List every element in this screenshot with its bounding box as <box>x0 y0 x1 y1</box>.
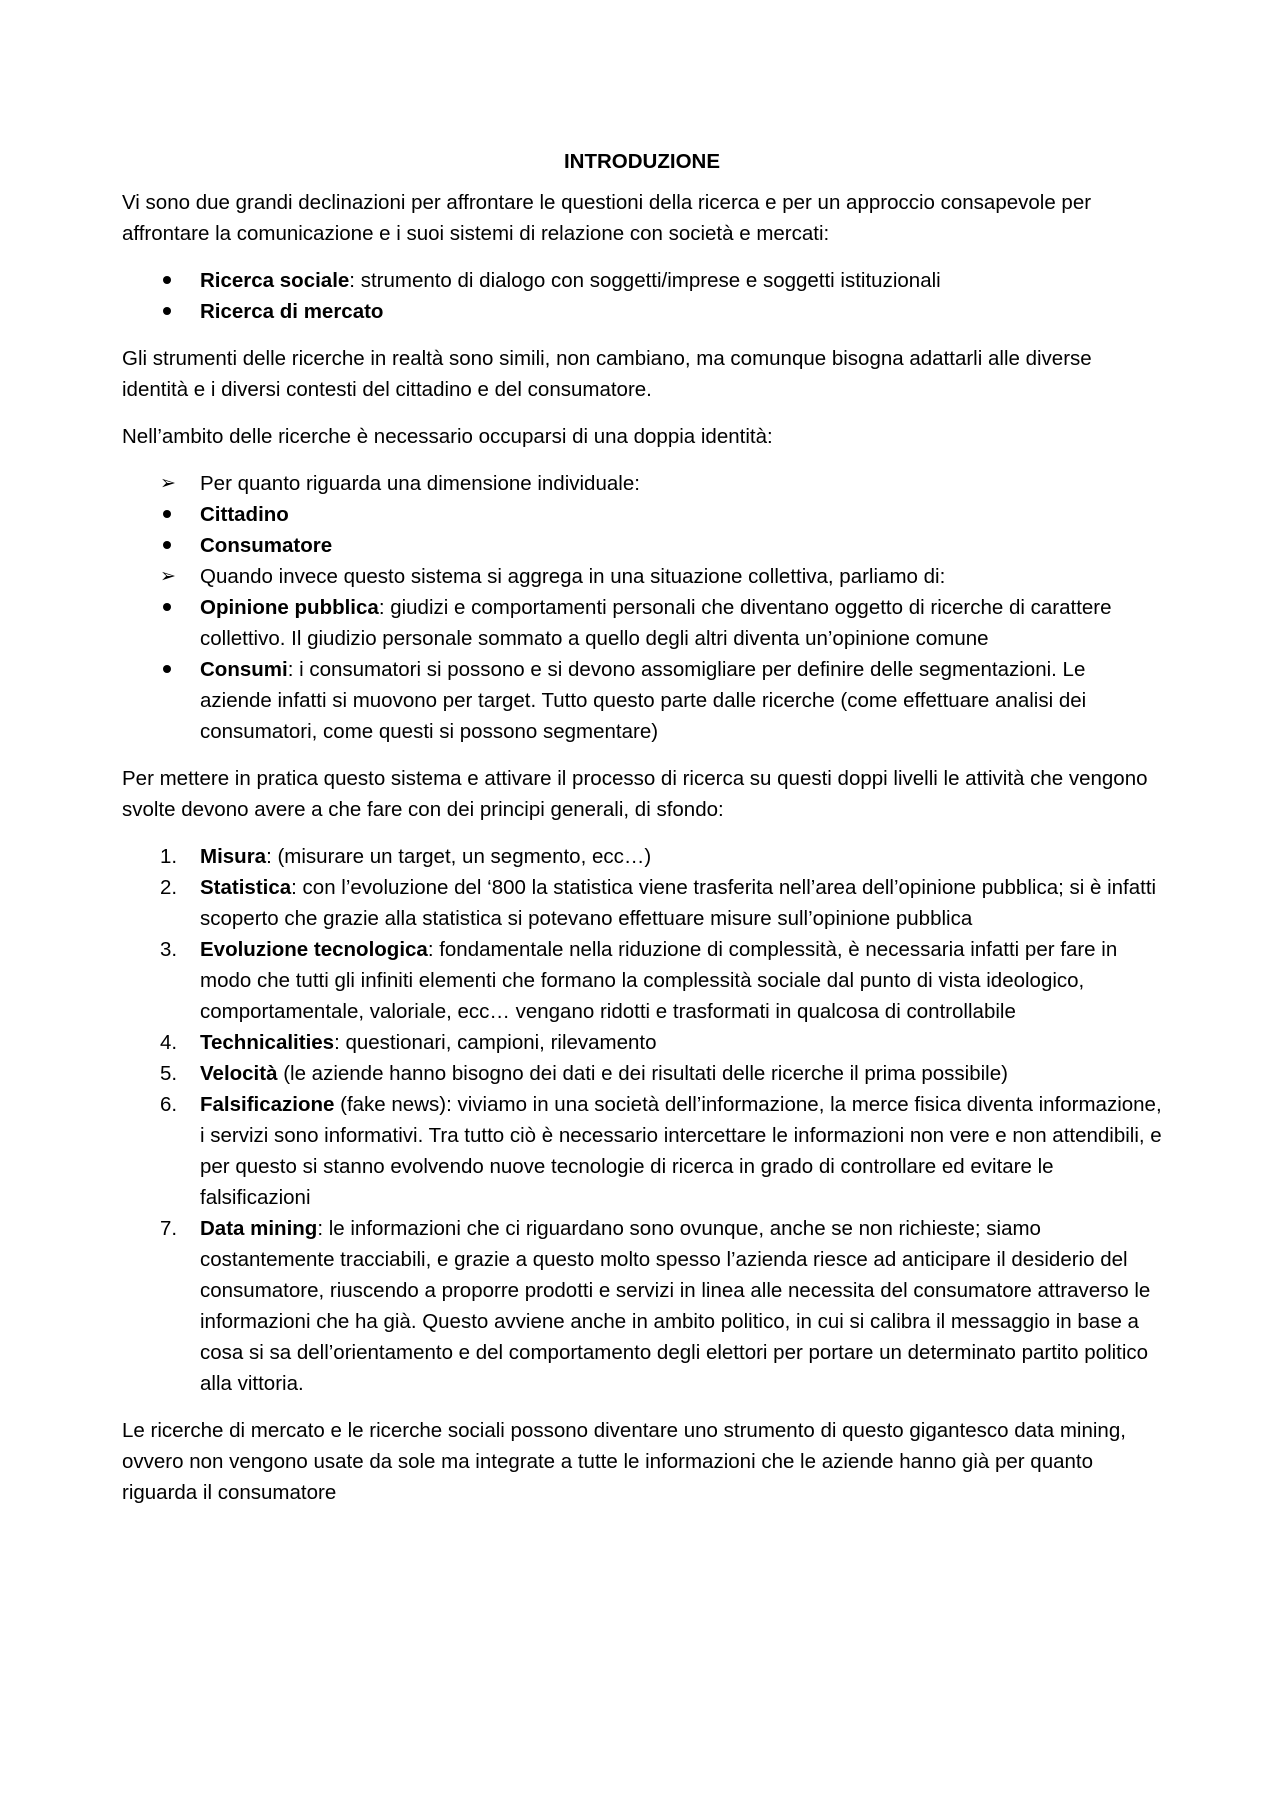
intro-paragraph: Vi sono due grandi declinazioni per affrontare le questioni della ricerca e per un approccio consapevole per affrontare la comunicazione e i suoi sistemi di relazione con società e mercati: <box>122 191 1092 245</box>
list-item-text: : fondamentale nella riduzione di complessità, è necessaria infatti per fare in modo che tutti gli infiniti elementi che formano la complessità sociale dal punto di vista ideologico, comportamentale, valoriale, ecc… vengano ridotti e trasformati in qualcosa di controllabile <box>200 938 1118 1023</box>
list-item-text: : le informazioni che ci riguardano sono ovunque, anche se non richieste; siamo costantemente tracciabili, e grazie a questo molto spesso l’azienda riesce ad anticipare il desiderio del consumatore, riuscendo a proporre prodotti e servizi in linea alle necessita del consumatore attraverso le informazioni che ha già. Questo avviene anche in ambito politico, in cui si calibra il messaggio in base a cosa si sa dell’orientamento e del comportamento degli elettori per portare un determinato partito politico alla vittoria. <box>200 1217 1151 1395</box>
list-item-text: : giudizi e comportamenti personali che diventano oggetto di ricerche di carattere collettivo. Il giudizio personale sommato a quello degli altri diventa un’opinione comune <box>200 596 1112 650</box>
list-item-term: Misura <box>200 845 267 868</box>
list-item <box>122 1089 1162 1213</box>
list-item <box>122 1027 1162 1058</box>
list-item-text: : questionari, campioni, rilevamento <box>334 1031 657 1054</box>
list-item-term: Falsificazione <box>200 1093 335 1116</box>
list-item <box>122 1058 1162 1089</box>
research-types-list <box>122 265 1162 327</box>
document-title: INTRODUZIONE <box>563 150 721 173</box>
list-item-text: (le aziende hanno bisogno dei dati e dei risultati delle ricerche il prima possibile) <box>277 1062 1008 1085</box>
identity-list <box>122 468 1162 747</box>
paragraph-tools: Gli strumenti delle ricerche in realtà sono simili, non cambiano, ma comunque bisogna adattarli alle diverse identità e i diversi contesti del cittadino e del consumatore. <box>122 347 1092 401</box>
list-item <box>122 872 1162 934</box>
list-number: 4. <box>160 1031 178 1054</box>
list-item <box>122 654 1162 747</box>
arrow-icon: ➢ <box>160 565 176 587</box>
list-item-text: : con l’evoluzione del ‘800 la statistica viene trasferita nell’area dell’opinione pubblica; si è infatti scoperto che grazie alla statistica si potevano effettuare misure sull’opinione pubblica <box>200 876 1157 930</box>
list-number: 3. <box>160 938 178 961</box>
list-item <box>122 499 1162 530</box>
list-item-term: Evoluzione tecnologica <box>200 938 428 961</box>
arrow-icon: ➢ <box>160 472 176 494</box>
list-item-text: : strumento di dialogo con soggetti/imprese e soggetti istituzionali <box>349 269 941 292</box>
list-item-term: Velocità <box>200 1062 278 1085</box>
paragraph-principles: Per mettere in pratica questo sistema e attivare il processo di ricerca su questi doppi livelli le attività che vengono svolte devono avere a che fare con dei principi generali, di sfondo: <box>122 767 1148 821</box>
list-item-text: (fake news): viviamo in una società dell’informazione, la merce fisica diventa informazione, i servizi sono informativi. Tra tutto ciò è necessario intercettare le informazioni non vere e non attendibili, e per questo si stanno evolvendo nuove tecnologie di ricerca in grado di controllare ed evitare le falsificazioni <box>200 1093 1162 1209</box>
list-item <box>122 530 1162 561</box>
list-item-text: : (misurare un target, un segmento, ecc…) <box>266 845 652 868</box>
list-number: 1. <box>160 845 178 868</box>
list-item-text: Per quanto riguarda una dimensione individuale: <box>200 472 640 495</box>
list-item <box>122 296 1162 327</box>
list-item-term: Consumi <box>200 658 288 681</box>
list-number: 7. <box>160 1217 178 1240</box>
list-item-term: Opinione pubblica <box>200 596 379 619</box>
list-item <box>122 592 1162 654</box>
list-item-term: Technicalities <box>200 1031 335 1054</box>
list-item-text: : i consumatori si possono e si devono assomigliare per definire delle segmentazioni. Le aziende infatti si muovono per target. Tutto questo parte dalle ricerche (come effettuare analisi dei consumatori, come questi si possono segmentare) <box>200 658 1087 743</box>
list-item-text: Quando invece questo sistema si aggrega in una situazione collettiva, parliamo di: <box>200 565 946 588</box>
list-item-term: Cittadino <box>200 503 289 526</box>
list-item-term: Data mining <box>200 1217 318 1240</box>
list-item-term: Statistica <box>200 876 292 899</box>
list-number: 5. <box>160 1062 178 1085</box>
list-item <box>122 1213 1162 1399</box>
document-page <box>122 146 1162 1524</box>
principles-list <box>122 841 1162 1399</box>
list-item <box>122 468 1162 499</box>
list-item-term: Ricerca di mercato <box>200 300 384 323</box>
list-item <box>122 841 1162 872</box>
list-item-term: Consumatore <box>200 534 333 557</box>
list-item-term: Ricerca sociale <box>200 269 350 292</box>
paragraph-identity: Nell’ambito delle ricerche è necessario occuparsi di una doppia identità: <box>122 425 773 448</box>
list-item <box>122 934 1162 1027</box>
list-item <box>122 561 1162 592</box>
list-number: 2. <box>160 876 178 899</box>
list-number: 6. <box>160 1093 178 1116</box>
list-item <box>122 265 1162 296</box>
paragraph-conclusion: Le ricerche di mercato e le ricerche sociali possono diventare uno strumento di questo gigantesco data mining, ovvero non vengono usate da sole ma integrate a tutte le informazioni che le aziende hanno già per quanto riguarda il consumatore <box>122 1419 1126 1504</box>
